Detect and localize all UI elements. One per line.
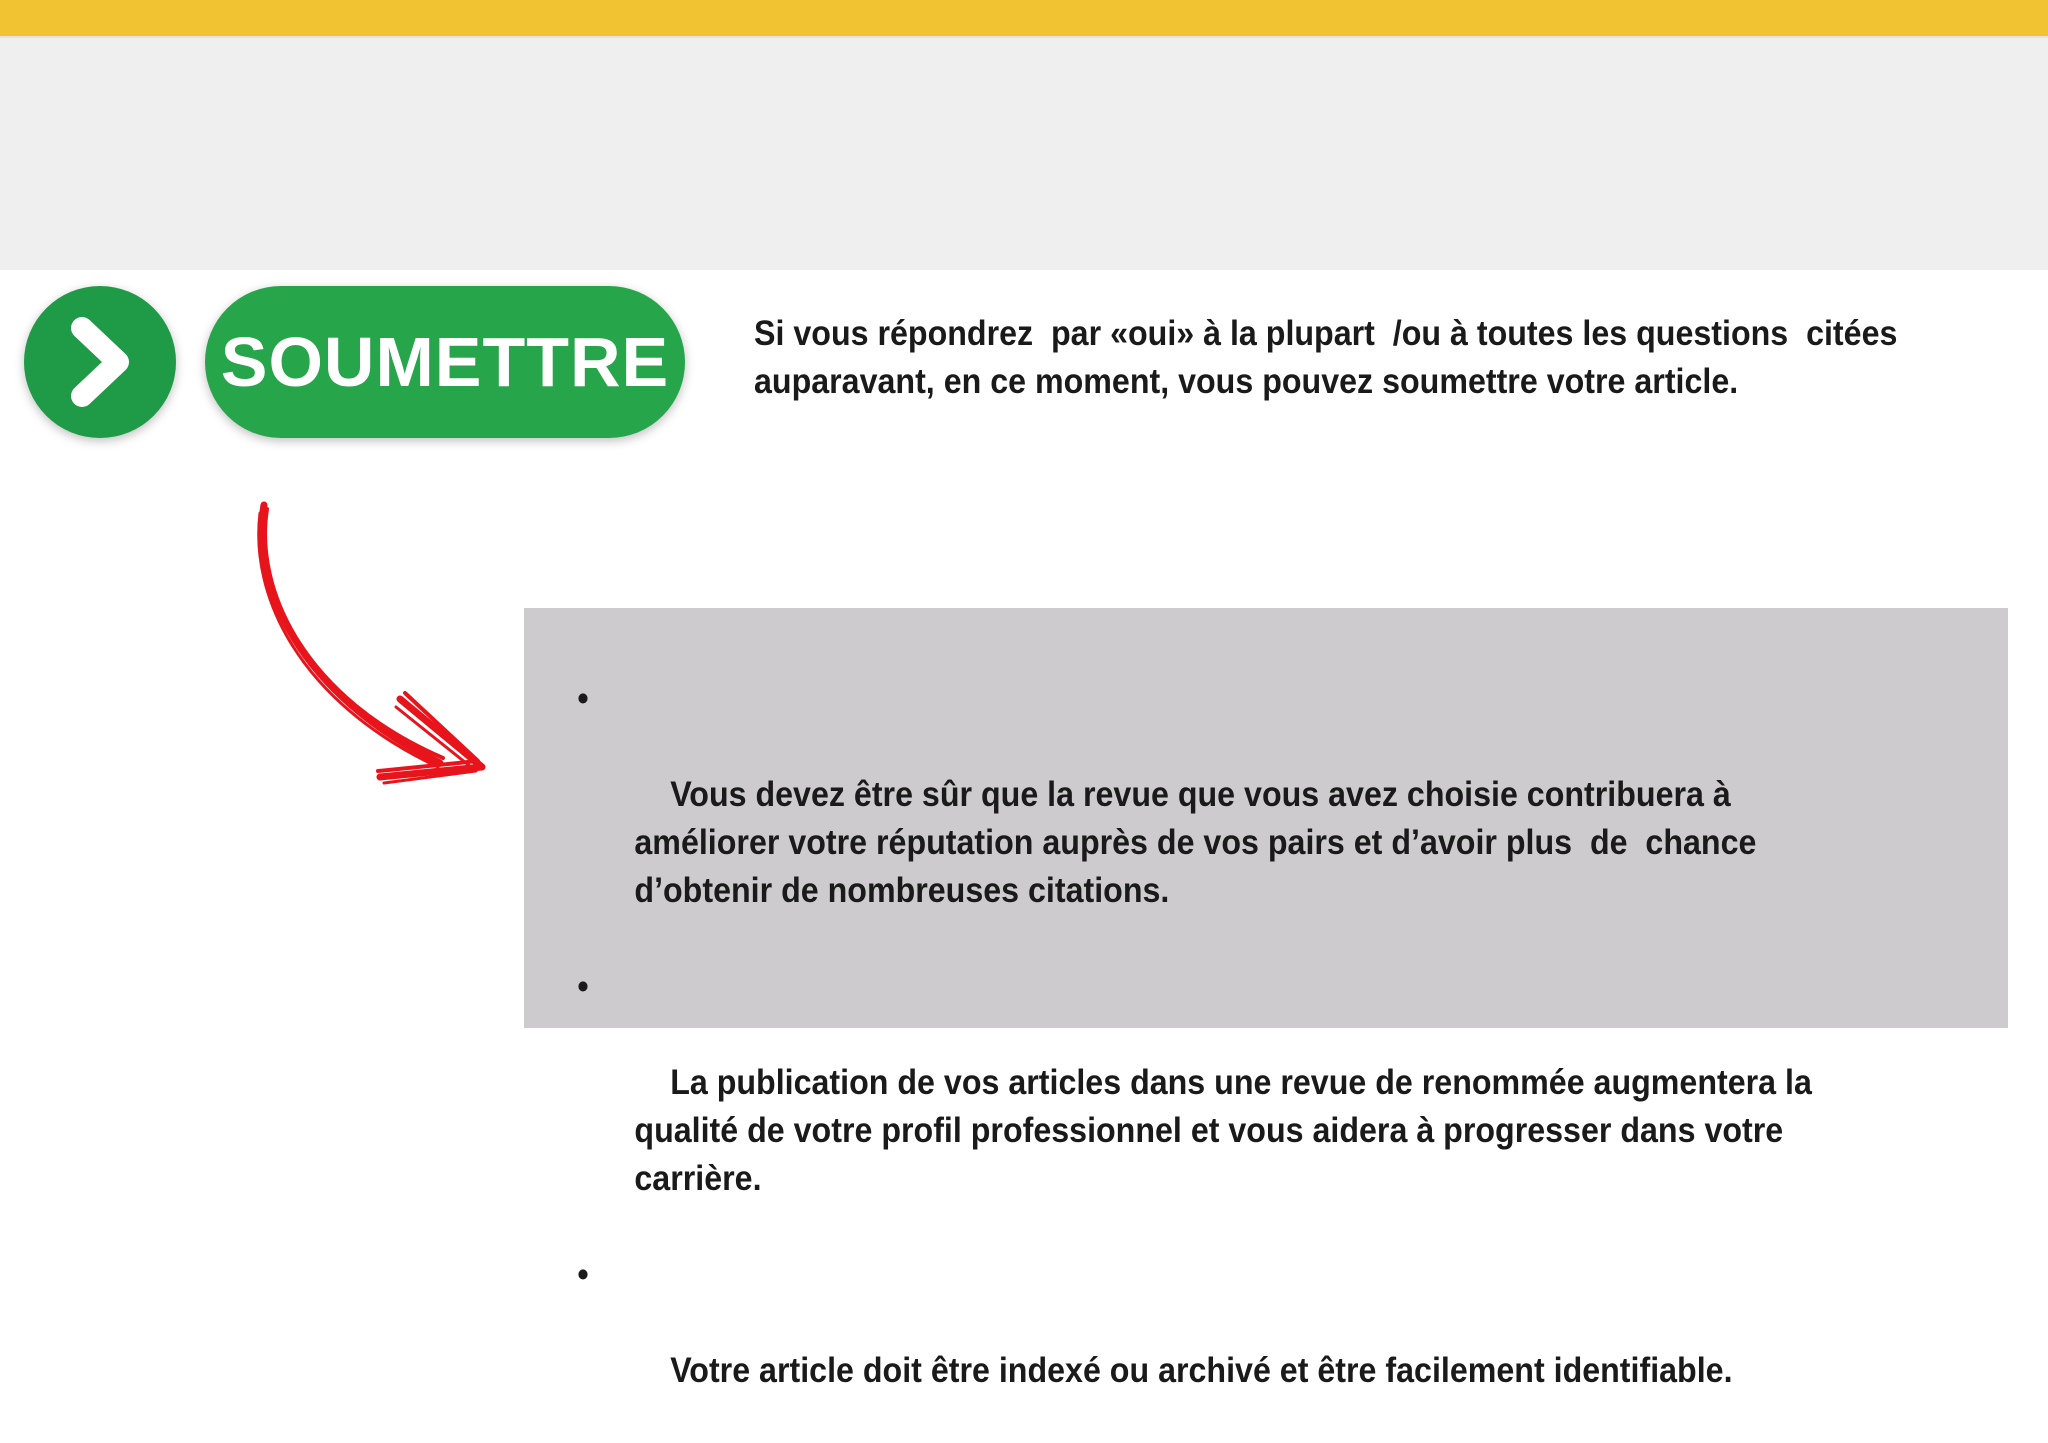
list-item xyxy=(570,963,1876,1251)
list-item xyxy=(570,1251,1876,1443)
curved-arrow-icon xyxy=(240,495,500,795)
bullet-text: Votre article doit être indexé ou archivé et être facilement identifiable. xyxy=(670,1351,1733,1390)
bullet-marker: • xyxy=(577,679,589,718)
list-item xyxy=(570,675,1876,963)
submit-button[interactable]: SOUMETTRE xyxy=(205,286,685,438)
top-accent-bar xyxy=(0,0,2048,36)
header-band xyxy=(0,36,2048,270)
bullet-list xyxy=(570,675,1876,1443)
bullet-text: Vous devez être sûr que la revue que vous avez choisie contribuera à améliorer votre réputation auprès de vos pairs et d’avoir plus de chance d’obtenir de nombreuses citations. xyxy=(634,775,1766,910)
chevron-right-icon xyxy=(24,286,176,438)
bullet-text: La publication de vos articles dans une revue de renommée augmentera la qualité de votre profil professionnel et vous aidera à progresser dans votre carrière. xyxy=(634,1063,1821,1198)
bullet-marker: • xyxy=(577,967,589,1006)
intro-text: Si vous répondrez par «oui» à la plupart /ou à toutes les questions citées auparavant, en ce moment, vous pouvez soumettre votre article. xyxy=(754,314,1907,401)
next-circle-button[interactable] xyxy=(24,286,176,438)
bullet-marker: • xyxy=(577,1255,589,1294)
